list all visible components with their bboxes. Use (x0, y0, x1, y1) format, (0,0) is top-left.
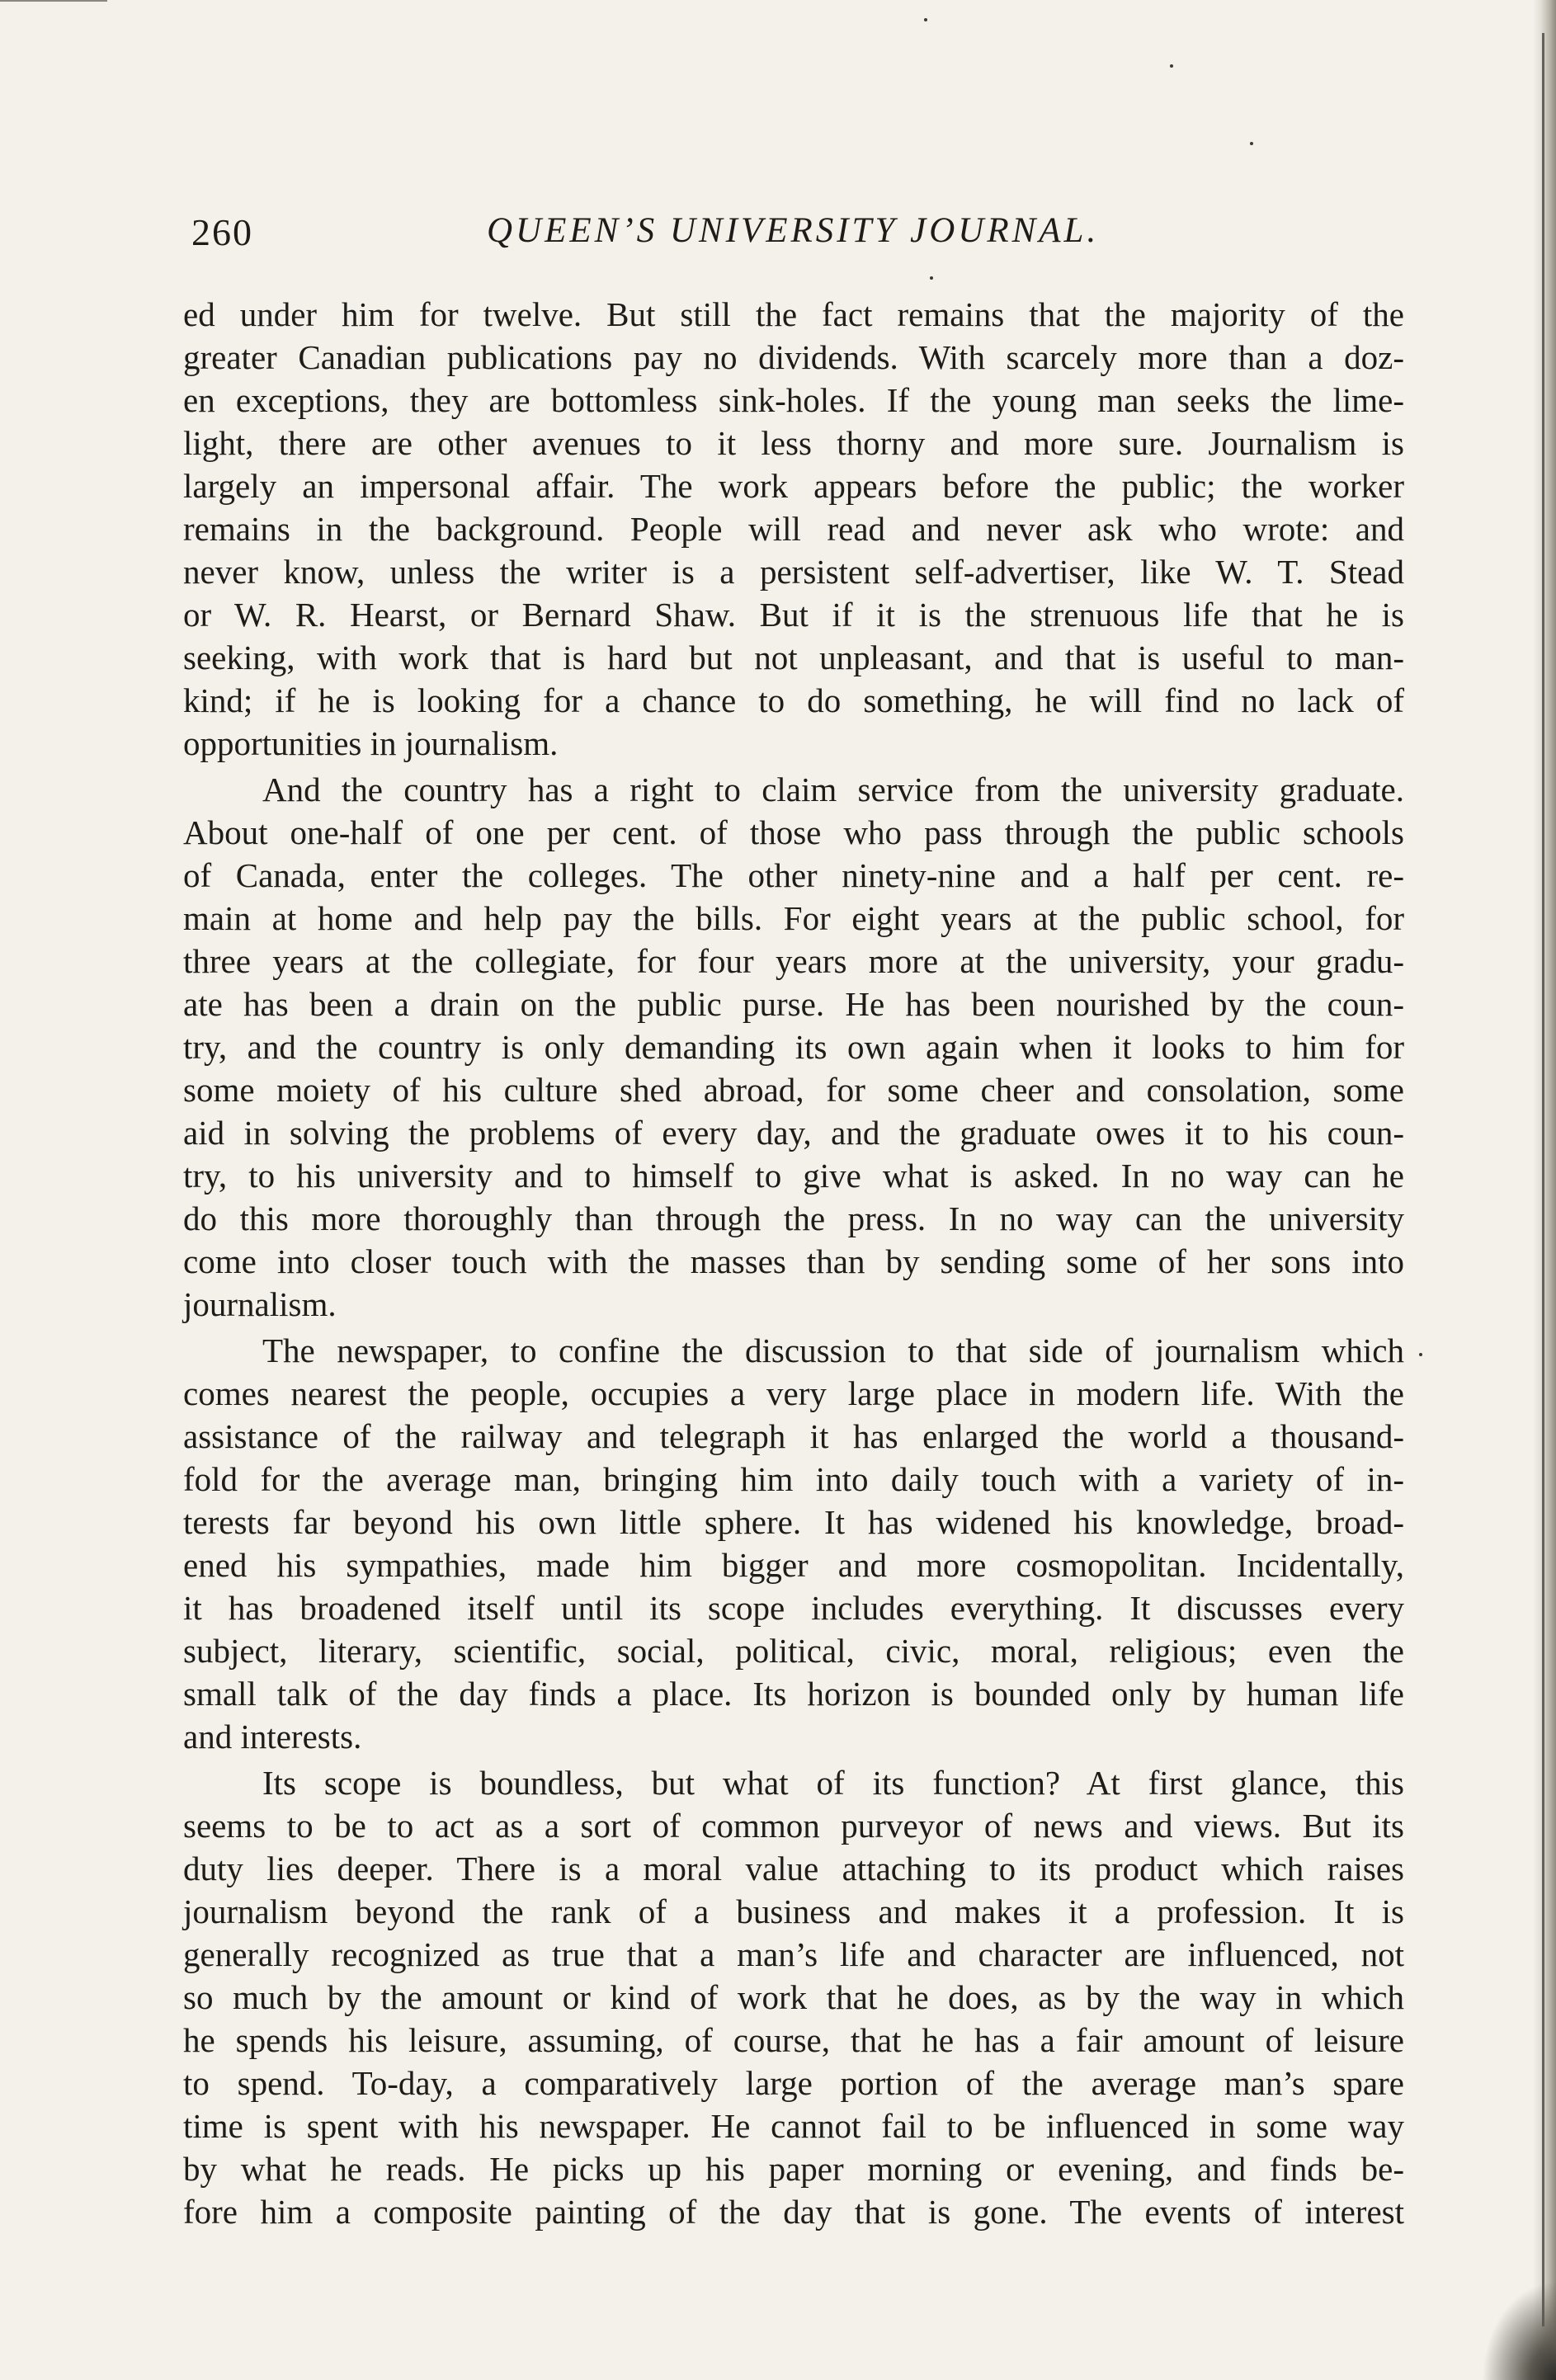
text-line: seems to be to act as a sort of common purveyor of news and views. But its (183, 1807, 1404, 1845)
text-line: seeking, with work that is hard but not unpleasant, and that is useful to man- (183, 639, 1404, 676)
page-number: 260 (191, 211, 253, 253)
text-line: assistance of the railway and telegraph it has enlarged the world a thousand- (183, 1417, 1404, 1455)
text-line: ed under him for twelve. But still the fact remains that the majority of the (183, 295, 1404, 333)
text-line: comes nearest the people, occupies a very large place in modern life. With the (183, 1374, 1404, 1412)
text-line: it has broadened itself until its scope includes everything. It discusses every (183, 1589, 1404, 1627)
text-line: some moiety of his culture shed abroad, for some cheer and consolation, some (183, 1071, 1404, 1109)
text-line: and interests. (183, 1718, 362, 1756)
page-corner-shadow (1482, 2281, 1556, 2380)
paragraph (183, 1761, 1404, 2233)
text-line: ate has been a drain on the public purse. He has been nourished by the coun- (183, 985, 1404, 1023)
text-line: The newspaper, to confine the discussion to that side of journalism which (262, 1331, 1404, 1369)
text-line: journalism beyond the rank of a business and makes it a profession. It is (183, 1892, 1404, 1930)
running-head: QUEEN’S UNIVERSITY JOURNAL. (487, 211, 1100, 250)
text-line: kind; if he is looking for a chance to do something, he will find no lack of (183, 681, 1404, 719)
page-right-edge-shadow (1533, 0, 1556, 2380)
text-line: journalism. (183, 1285, 337, 1323)
text-line: fore him a composite painting of the day that is gone. The events of interest (183, 2193, 1404, 2231)
text-line: terests far beyond his own little sphere. It has widened his knowledge, broad- (183, 1503, 1404, 1541)
text-line: ened his sympathies, made him bigger and more cosmopolitan. Incidentally, (183, 1546, 1404, 1584)
page-header (0, 202, 1556, 260)
text-line: small talk of the day finds a place. Its horizon is bounded only by human life (183, 1675, 1404, 1713)
paper-speck (1419, 1353, 1422, 1356)
text-line: three years at the collegiate, for four years more at the university, your gradu- (183, 942, 1404, 980)
text-line: of Canada, enter the colleges. The other ninety-nine and a half per cent. re- (183, 856, 1404, 894)
paragraph (183, 1329, 1404, 1758)
text-line: he spends his leisure, assuming, of course, that he has a fair amount of leisure (183, 2021, 1404, 2059)
body-text (183, 293, 1404, 2240)
paragraph (183, 293, 1404, 765)
text-line: light, there are other avenues to it less thorny and more sure. Journalism is (183, 424, 1404, 462)
paper-speck (930, 276, 933, 280)
text-line: largely an impersonal affair. The work appears before the public; the worker (183, 467, 1404, 505)
paragraph (183, 768, 1404, 1326)
top-edge-rule (0, 0, 107, 2)
text-line: main at home and help pay the bills. For eight years at the public school, for (183, 899, 1404, 937)
paper-speck (1250, 142, 1253, 145)
binding-edge-line (1542, 33, 1544, 2326)
text-line: or W. R. Hearst, or Bernard Shaw. But if it is the strenuous life that he is (183, 596, 1404, 634)
text-line: time is spent with his newspaper. He cannot fail to be influenced in some way (183, 2107, 1404, 2145)
text-line: to spend. To-day, a comparatively large portion of the average man’s spare (183, 2064, 1404, 2102)
text-line: fold for the average man, bringing him into daily touch with a variety of in- (183, 1460, 1404, 1498)
text-line: generally recognized as true that a man’s life and character are influenced, not (183, 1935, 1404, 1973)
text-line: en exceptions, they are bottomless sink-holes. If the young man seeks the lime- (183, 381, 1404, 419)
text-line: duty lies deeper. There is a moral value attaching to its product which raises (183, 1850, 1404, 1888)
text-line: do this more thoroughly than through the press. In no way can the university (183, 1199, 1404, 1237)
text-line: opportunities in journalism. (183, 724, 559, 762)
text-line: greater Canadian publications pay no dividends. With scarcely more than a doz- (183, 338, 1404, 376)
text-line: try, and the country is only demanding its own again when it looks to him for (183, 1028, 1404, 1066)
text-line: Its scope is boundless, but what of its function? At first glance, this (262, 1764, 1404, 1802)
text-line: never know, unless the writer is a persistent self-advertiser, like W. T. Stead (183, 553, 1404, 591)
text-line: try, to his university and to himself to give what is asked. In no way can he (183, 1157, 1404, 1195)
text-line: remains in the background. People will read and never ask who wrote: and (183, 510, 1404, 548)
text-line: subject, literary, scientific, social, political, civic, moral, religious; even the (183, 1632, 1404, 1670)
text-line: by what he reads. He picks up his paper morning or evening, and finds be- (183, 2150, 1404, 2188)
text-line: And the country has a right to claim service from the university graduate. (262, 771, 1404, 808)
text-line: come into closer touch with the masses than by sending some of her sons into (183, 1242, 1404, 1280)
text-line: aid in solving the problems of every day, and the graduate owes it to his coun- (183, 1114, 1404, 1152)
paper-speck (1170, 64, 1173, 68)
paper-speck (924, 18, 927, 21)
text-line: About one-half of one per cent. of those who pass through the public schools (183, 813, 1404, 851)
text-line: so much by the amount or kind of work that he does, as by the way in which (183, 1978, 1404, 2016)
